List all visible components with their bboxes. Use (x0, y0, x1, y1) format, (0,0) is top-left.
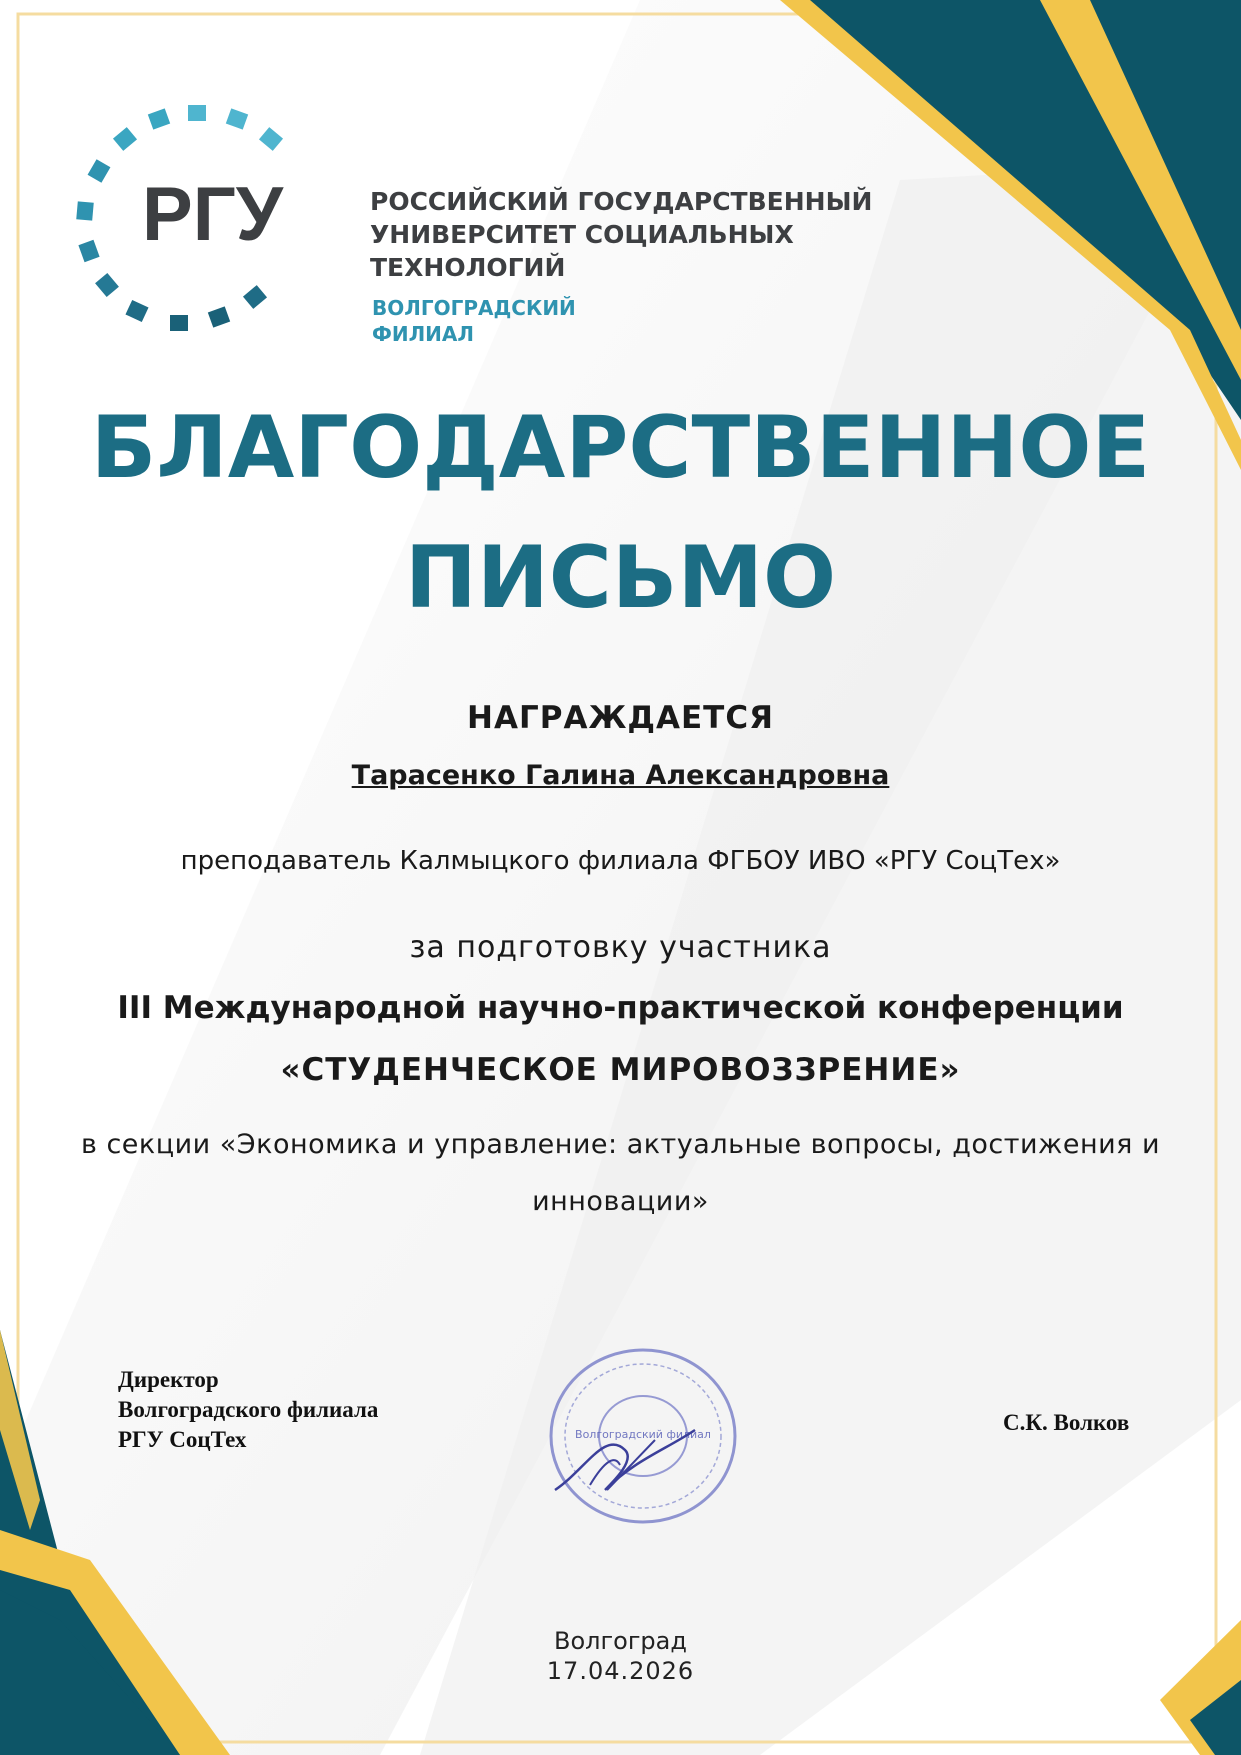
signer-title-line: Директор (118, 1367, 219, 1392)
signer-title-line: РГУ СоцТех (118, 1427, 247, 1452)
branch-name-line: ФИЛИАЛ (372, 322, 475, 346)
signer-title (118, 1365, 378, 1455)
document-title-line2: ПИСЬМО (404, 528, 837, 628)
footer-city: Волгоград (554, 1627, 687, 1655)
branch-name-line: ВОЛГОГРАДСКИЙ (372, 296, 576, 320)
university-name-line: РОССИЙСКИЙ ГОСУДАРСТВЕННЫЙ (370, 187, 873, 216)
conference-title: III Международной научно-практической конференции (117, 990, 1124, 1026)
document-title-line1: БЛАГОДАРСТВЕННОЕ (90, 398, 1151, 498)
signer-name: С.К. Волков (1003, 1410, 1130, 1435)
recipient-name: Тарасенко Галина Александровна (351, 760, 890, 791)
university-name (370, 185, 872, 284)
stamp-text: Волгоградский филиал (575, 1428, 711, 1441)
official-stamp (545, 1340, 745, 1530)
awarded-label: НАГРАЖДАЕТСЯ (467, 700, 774, 736)
logo-abbr-text: РГУ (142, 172, 284, 257)
footer-date: 17.04.2026 (546, 1657, 695, 1685)
university-logo (70, 105, 350, 355)
signer-title-line: Волгоградского филиала (118, 1397, 379, 1422)
branch-name (372, 295, 576, 347)
section-name: в секции «Экономика и управление: актуальные вопросы, достижения и инновации» (80, 1129, 1161, 1217)
conference-name: «СТУДЕНЧЕСКОЕ МИРОВОЗЗРЕНИЕ» (280, 1052, 961, 1088)
award-reason: за подготовку участника (409, 930, 832, 965)
university-name-line: ТЕХНОЛОГИЙ (370, 253, 566, 282)
recipient-position: преподаватель Калмыцкого филиала ФГБОУ ИВО «РГУ СоцТех» (180, 846, 1061, 876)
university-name-line: УНИВЕРСИТЕТ СОЦИАЛЬНЫХ (370, 220, 794, 249)
